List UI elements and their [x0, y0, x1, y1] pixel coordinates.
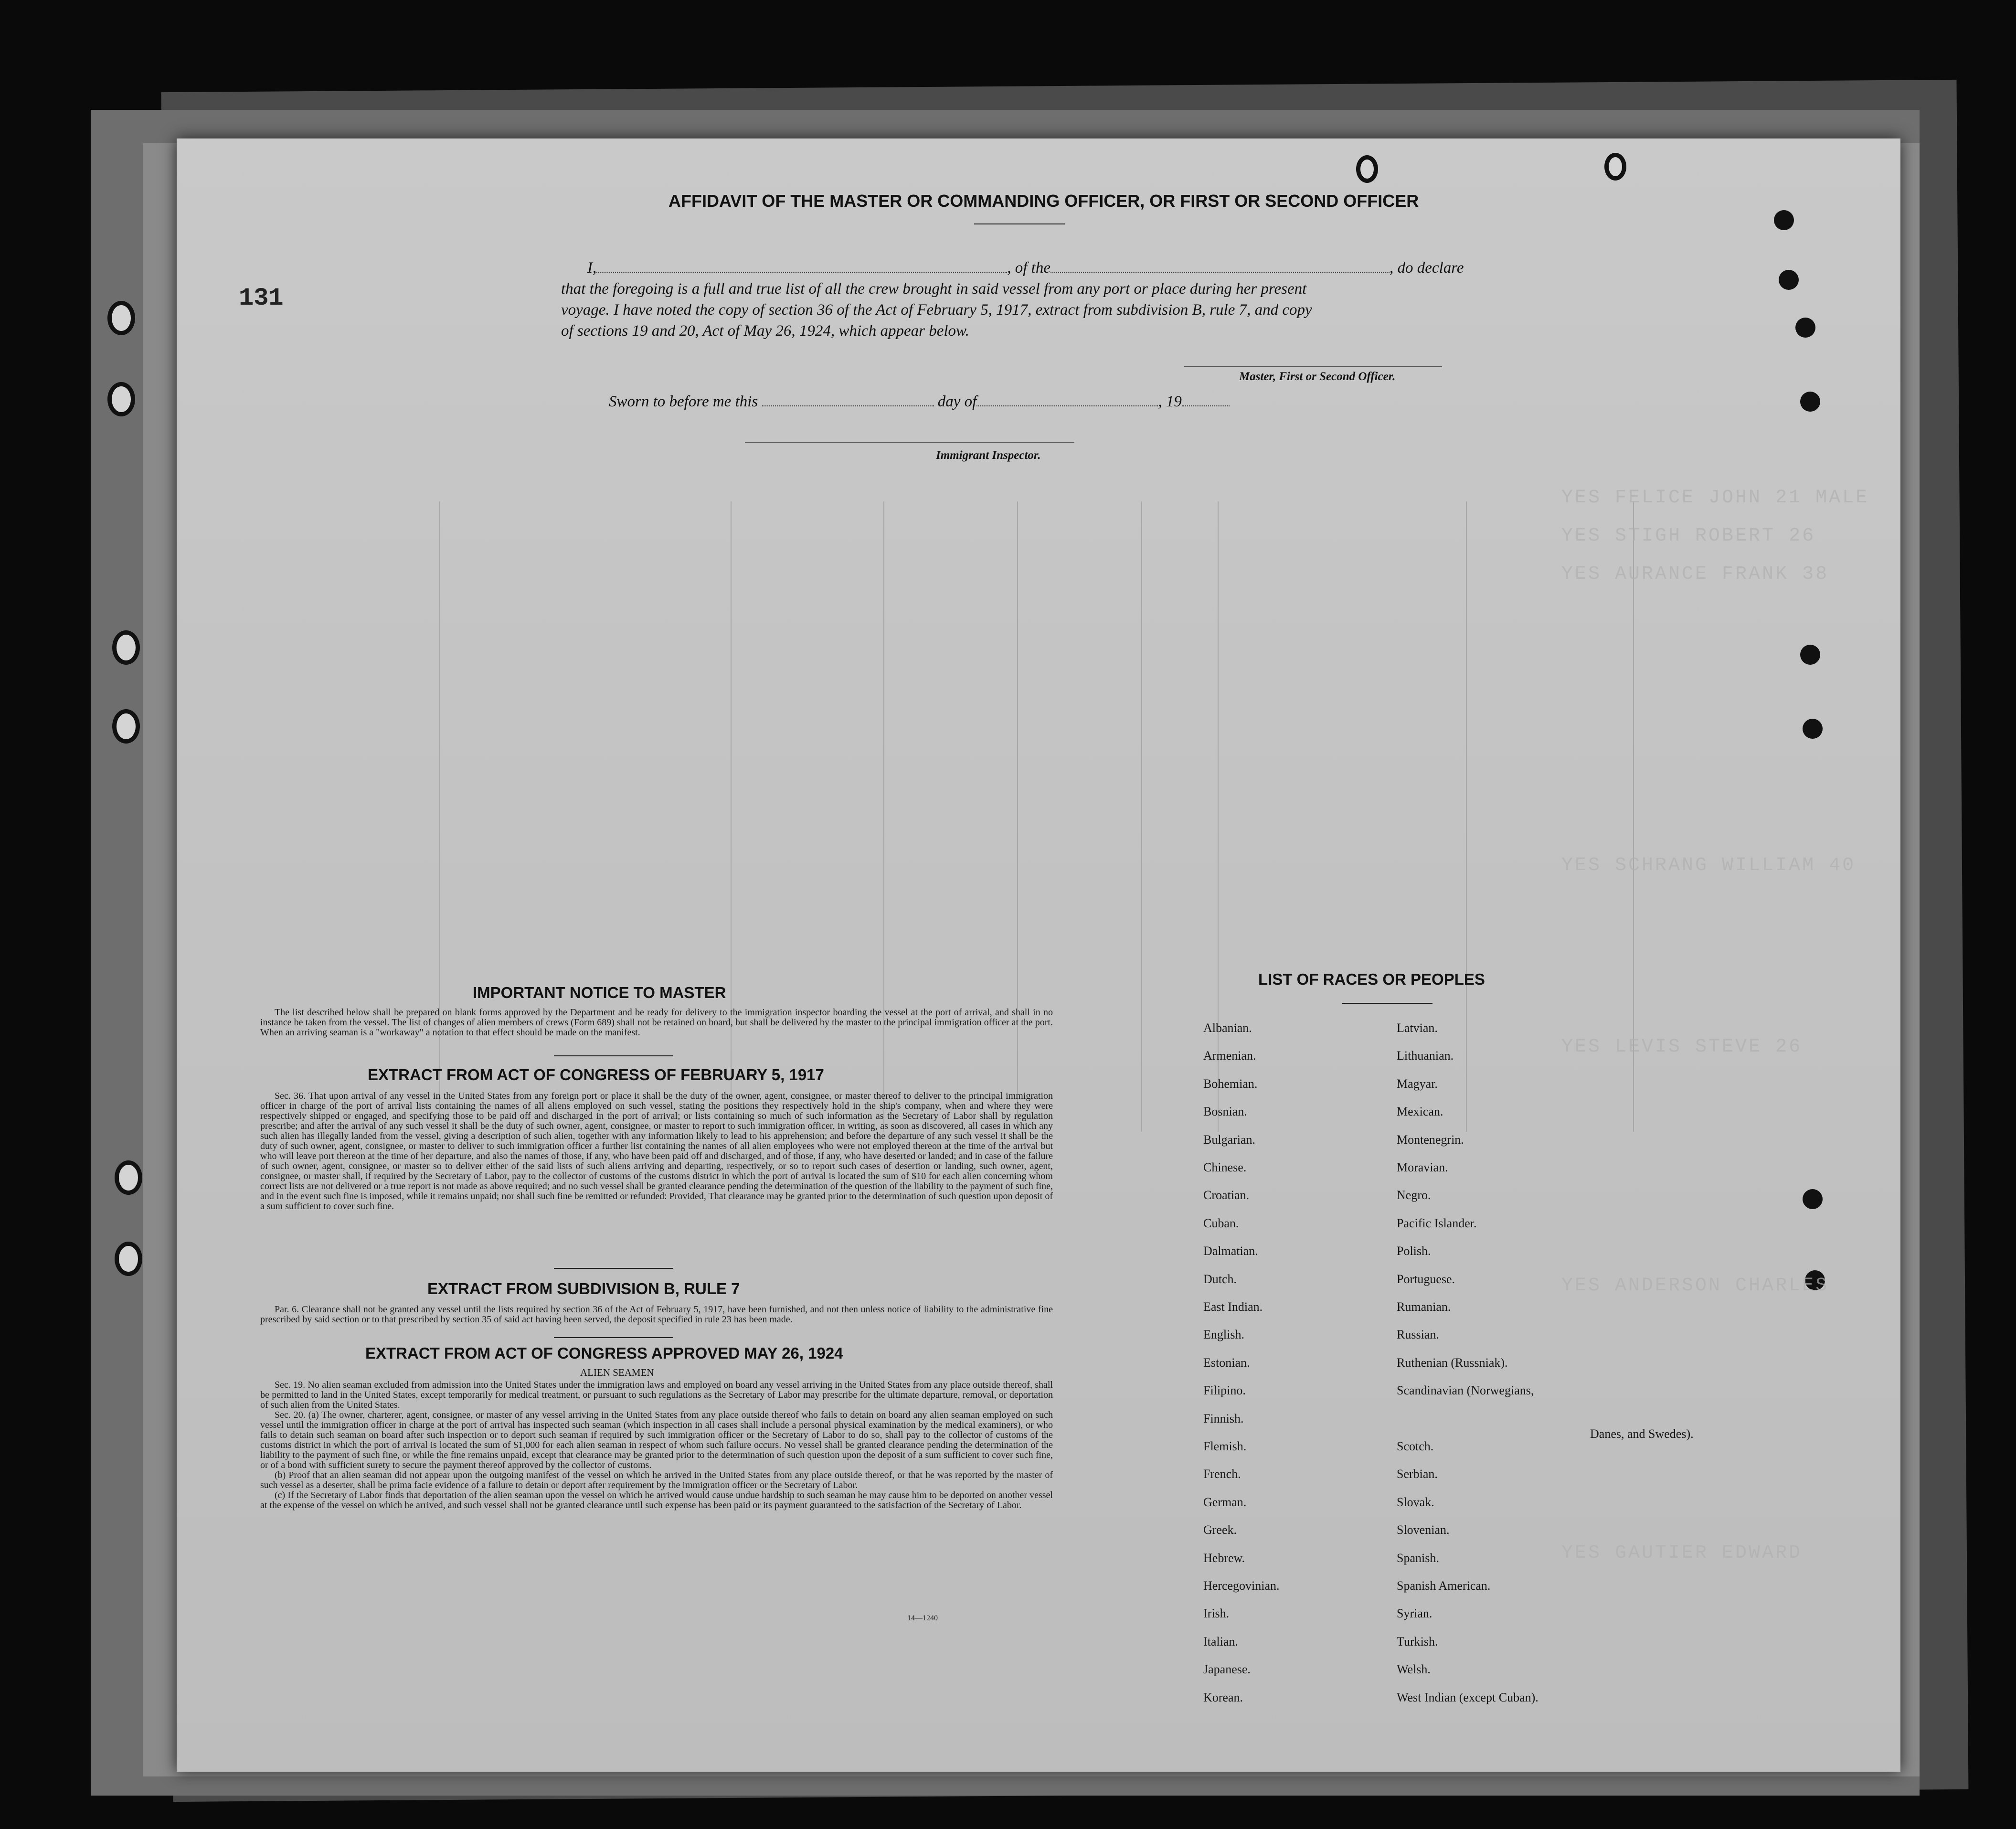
- race-item: Bosnian.: [1203, 1105, 1247, 1119]
- sworn-year-blank[interactable]: [1182, 405, 1230, 406]
- race-item: Irish.: [1203, 1606, 1230, 1621]
- race-item: Pacific Islander.: [1397, 1216, 1477, 1230]
- race-item: Slovak.: [1397, 1495, 1434, 1509]
- signature-label: Master, First or Second Officer.: [1239, 370, 1396, 383]
- race-item: Lithuanian.: [1397, 1049, 1454, 1063]
- race-item: Montenegrin.: [1397, 1132, 1464, 1147]
- bleed-through-text: YES AURANCE FRANK 38: [1561, 564, 1829, 585]
- punch-hole: [1779, 270, 1799, 290]
- sworn-line: Sworn to before me this day of , 19: [609, 391, 1230, 413]
- punch-hole: [1800, 392, 1820, 412]
- races-title-rule: [1342, 1003, 1432, 1004]
- race-item: Serbian.: [1397, 1467, 1438, 1481]
- vessel-blank[interactable]: [1050, 272, 1390, 273]
- punch-hole: [1356, 155, 1378, 183]
- race-item: Ruthenian (Russniak).: [1397, 1355, 1508, 1370]
- race-item: Greek.: [1203, 1523, 1237, 1537]
- race-item: Welsh.: [1397, 1662, 1431, 1677]
- race-item: Hercegovinian.: [1203, 1579, 1280, 1593]
- race-item: Turkish.: [1397, 1634, 1438, 1648]
- race-item: Mexican.: [1397, 1105, 1443, 1119]
- title-rule: [974, 223, 1065, 224]
- binder-hole: [115, 1242, 142, 1276]
- race-item: Polish.: [1397, 1244, 1431, 1258]
- race-item: Slovenian.: [1397, 1523, 1450, 1537]
- extract-1917-title: EXTRACT FROM ACT OF CONGRESS OF FEBRUARY 5, 1917: [368, 1066, 824, 1084]
- race-item: Flemish.: [1203, 1439, 1247, 1453]
- extract-1917-text: Sec. 36. That upon arrival of any vessel in the United States from any foreign port or place it shall be the duty of the owner, agent, consignee, or master thereof to deliver to the principal immigration officer in charge of the port of arrival lists containing the names of all aliens employed on such vessel, stating the positions they respectively hold in the ship's company, when and where they were respectively shipped or engaged, and specifying those to be paid off and discharged in the port of arrival; or lists containing so much of such information as the Secretary of Labor shall by regulation prescribe; and after the arrival of any such vessel it shall be the duty of such owner, agent, consignee, or master to report to such immigration officer, in writing, as soon as discovered, all cases in which any such alien has illegally landed from the vessel, giving a description of such alien, together with any information likely to lead to his apprehension; and before the departure of any such vessel it shall be the duty of such owner, agent, consignee, or master to deliver to such immigration officer a further list containing the names of all alien employees who were not employed thereon at the time of the arrival but who will leave port thereon at the time of her departure, and also the names of those, if any, who have been paid off and discharged, and of those, if any, who have deserted or landed; and in case of the failure of such owner, agent, consignee, or master so to deliver either of the said lists of such aliens arriving and departing, respectively, or so to report such cases of desertion or landing, such owner, agent, consignee, or master shall, if required by the Secretary of Labor, pay to the collector of customs of the customs district in which the port of arrival is located the sum of $10 for each alien concerning whom correct lists are not delivered or a true report is not made as above required; and no such vessel shall be granted clearance pending the determination of the question of the liability to the payment of such fine, and in the event such fine is imposed, while it remains unpaid; nor shall such fine be remitted or refunded: Provided, That clearance may be granted prior to the determination of such question upon deposit of a sum sufficient to cover such fine.: [260, 1091, 1053, 1212]
- bleed-through-text: YES SCHRANG WILLIAM 40: [1561, 855, 1856, 876]
- extract-rule7-title: EXTRACT FROM SUBDIVISION B, RULE 7: [427, 1280, 740, 1297]
- affidavit-title: AFFIDAVIT OF THE MASTER OR COMMANDING OFFICER, OR FIRST OR SECOND OFFICER: [668, 191, 1419, 211]
- race-item: English.: [1203, 1328, 1244, 1342]
- name-blank[interactable]: [596, 272, 1007, 273]
- form-number: 14—1240: [907, 1614, 938, 1622]
- punch-hole: [1803, 719, 1823, 739]
- race-item: Latvian.: [1397, 1021, 1438, 1035]
- races-title: LIST OF RACES OR PEOPLES: [1258, 970, 1485, 988]
- important-notice-title: IMPORTANT NOTICE TO MASTER: [473, 984, 726, 1001]
- sworn-month-blank[interactable]: [976, 405, 1158, 406]
- punch-hole: [1795, 318, 1815, 338]
- race-item: Moravian.: [1397, 1160, 1448, 1174]
- sworn-day-blank[interactable]: [762, 405, 934, 406]
- race-item: Scotch.: [1397, 1439, 1434, 1453]
- race-item: Hebrew.: [1203, 1551, 1245, 1565]
- section-rule: [554, 1055, 673, 1056]
- extract-rule7-text: Par. 6. Clearance shall not be granted any vessel until the lists required by section 36 of the Act of February 5, 1917, have been furnished, and not then unless notice of liability to the administrative fine prescribed by said section or to that prescribed by section 35 of said act having been served, the deposit specified in rule 23 has been made.: [260, 1304, 1053, 1325]
- bleed-through-rule: [1218, 501, 1219, 1132]
- affidavit-line-2: that the foregoing is a full and true list of all the crew brought in said vessel from any port or place during her present: [561, 280, 1307, 298]
- page-mark: 131: [239, 284, 284, 312]
- binder-hole: [115, 1160, 142, 1195]
- binder-hole: [107, 301, 135, 335]
- bleed-through-text: YES GAUTIER EDWARD: [1561, 1542, 1803, 1564]
- race-item: Estonian.: [1203, 1355, 1250, 1370]
- race-item: Portuguese.: [1397, 1272, 1455, 1286]
- race-item: Croatian.: [1203, 1188, 1250, 1202]
- affidavit-line-4: of sections 19 and 20, Act of May 26, 1924, which appear below.: [561, 322, 969, 340]
- affidavit-page: [177, 138, 1900, 1772]
- affidavit-line-3: voyage. I have noted the copy of section 36 of the Act of February 5, 1917, extract from subdivision B, rule 7, and copy: [561, 301, 1312, 319]
- race-item: Spanish American.: [1397, 1579, 1491, 1593]
- race-item: Filipino.: [1203, 1383, 1246, 1398]
- binder-hole: [112, 709, 140, 744]
- signature-line[interactable]: [1184, 366, 1442, 367]
- race-item: Magyar.: [1397, 1076, 1438, 1091]
- race-item: Danes, and Swedes).: [1590, 1426, 1694, 1441]
- extract-1924-title: EXTRACT FROM ACT OF CONGRESS APPROVED MAY 26, 1924: [365, 1344, 843, 1362]
- inspector-label: Immigrant Inspector.: [936, 449, 1041, 462]
- race-item: Spanish.: [1397, 1551, 1439, 1565]
- important-notice-text: The list described below shall be prepared on blank forms approved by the Department and be ready for delivery to the immigration inspector boarding the vessel at the port of arrival, and shall in no instance be taken from the vessel. The list of changes of alien members of crews (Form 689) shall not be retained on board, but shall be delivered by the master to the principal immigration officer at the port. When an arriving seaman is a "workaway" a notation to that effect should be made on the manifest.: [260, 1007, 1053, 1038]
- race-item: French.: [1203, 1467, 1241, 1481]
- bleed-through-rule: [1141, 501, 1142, 1132]
- punch-hole: [1774, 210, 1794, 230]
- race-item: Bulgarian.: [1203, 1132, 1256, 1147]
- alien-seamen-subtitle: ALIEN SEAMEN: [580, 1367, 654, 1378]
- punch-hole: [1604, 153, 1626, 181]
- binder-hole: [107, 382, 135, 416]
- race-item: Dalmatian.: [1203, 1244, 1258, 1258]
- race-item: Rumanian.: [1397, 1300, 1451, 1314]
- race-item: East Indian.: [1203, 1300, 1263, 1314]
- affidavit-line-1: I, , of the , do declare: [587, 259, 1464, 276]
- binder-hole: [112, 630, 140, 665]
- race-item: Dutch.: [1203, 1272, 1237, 1286]
- race-item: Italian.: [1203, 1634, 1238, 1648]
- bleed-through-text: YES LEVIS STEVE 26: [1561, 1036, 1803, 1058]
- bleed-through-rule: [1466, 501, 1467, 1132]
- race-item: West Indian (except Cuban).: [1397, 1690, 1539, 1704]
- bleed-through-text: YES FELICE JOHN 21 MALE: [1561, 487, 1869, 509]
- race-item: Negro.: [1397, 1188, 1431, 1202]
- race-item: Bohemian.: [1203, 1076, 1258, 1091]
- race-item: Cuban.: [1203, 1216, 1239, 1230]
- race-item: Syrian.: [1397, 1606, 1432, 1621]
- race-item: Finnish.: [1203, 1411, 1244, 1425]
- race-item: Russian.: [1397, 1328, 1439, 1342]
- race-item: Albanian.: [1203, 1021, 1252, 1035]
- inspector-signature-line[interactable]: [745, 442, 1074, 443]
- section-rule: [554, 1337, 673, 1338]
- section-rule: [554, 1268, 673, 1269]
- race-item: Japanese.: [1203, 1662, 1251, 1677]
- extract-1924-text: Sec. 19. No alien seaman excluded from admission into the United States under the immigration laws and employed on board any vessel arriving in the United States from any place outside thereof, shall be permitted to land in the United States, except temporarily for medical treatment, or pursuant to such regulations as the Secretary of Labor may prescribe for the ultimate departure, removal, or deportation of such alien from the United States. Sec. 20. (a) The owner, charterer, agent, consignee, or master of any vessel arriving in the United States from any place outside thereof who fails to detain on board any alien seaman employed on such vessel until the immigration officer in charge at the port of arrival has inspected such seaman (which inspection in all cases shall include a personal physical examination by the medical examiners), or who fails to detain such seaman on board after such inspection or to deport such seaman if required by such immigration officer or the Secretary of Labor to do so, shall pay to the collector of customs of the customs district in which the port of arrival is located the sum of $1,000 for each alien seaman in respect of whom such failure occurs. No vessel shall be granted clearance pending the determination of the liability to the payment of such fine, or while the fine remains unpaid, except that clearance may be granted prior to the determination of such question upon the deposit of a sum sufficient to cover such fine, or of a bond with sufficient surety to secure the payment thereof approved by the collector of customs. (b) Proof that an alien seaman did not appear upon the outgoing manifest of the vessel on which he arrived in the United States from any place outside thereof, or that he was reported by the master of such vessel as a deserter, shall be prima facie evidence of a failure to detain or deport after requirement by the immigration officer or the Secretary of Labor. (c) If the Secretary of Labor finds that deportation of the alien seaman upon the vessel on which he arrived would cause undue hardship to such seaman he may cause him to be deported on another vessel at the expense of the vessel on which he arrived, and such vessel shall not be granted clearance until such expense has been paid or its payment guaranteed to the satisfaction of the Secretary of Labor.: [260, 1380, 1053, 1510]
- race-item: German.: [1203, 1495, 1247, 1509]
- race-item: Scandinavian (Norwegians,: [1397, 1383, 1534, 1398]
- race-item: Chinese.: [1203, 1160, 1247, 1174]
- bleed-through-text: YES ANDERSON CHARLES: [1561, 1275, 1829, 1297]
- punch-hole: [1800, 645, 1820, 665]
- bleed-through-text: YES STIGH ROBERT 26: [1561, 525, 1816, 547]
- punch-hole: [1803, 1189, 1823, 1209]
- race-item: Armenian.: [1203, 1049, 1256, 1063]
- race-item: Korean.: [1203, 1690, 1243, 1704]
